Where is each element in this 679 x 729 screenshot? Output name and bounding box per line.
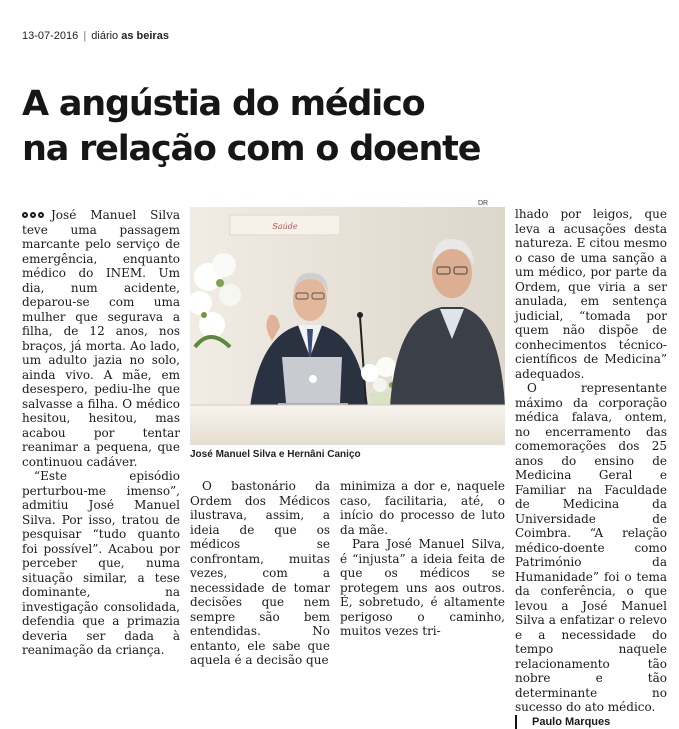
article-photo [190, 207, 505, 445]
article-column-4 [515, 207, 667, 729]
brand-name: as beiras [121, 30, 169, 42]
page-header [22, 30, 169, 42]
headline-line-2: na relação com o doente [22, 127, 662, 172]
paragraph: Para José Manuel Silva, é “injusta” a ideia feita de que os médicos se protegem uns aos outros. É, sobretudo, é altamente perigoso o caminho, muitos vezes tri- [340, 537, 505, 639]
banner-text: Saúde [272, 222, 298, 231]
photo-credit: DR [478, 200, 488, 207]
paragraph: “Este episódio perturbou-me imenso”, admitiu José Manuel Silva. Por isso, tratou de pesquisar “tudo quanto foi possível”. Acabou por perceber que, numa situação similar, a tese dominante, na investigação consolidada, defendia que a primazia deveria ser dada à reanimação da criança. [22, 469, 180, 658]
issue-date: 13-07-2016 [22, 30, 78, 42]
bullet-dots-icon [22, 207, 46, 222]
article-column-3 [340, 479, 505, 639]
photo-caption: José Manuel Silva e Hernâni Caniço [190, 449, 505, 460]
paragraph [22, 207, 180, 469]
headline [22, 82, 662, 172]
paragraph: minimiza a dor e, naquele caso, facilitaria, até, o início do processo de luto da mãe. [340, 479, 505, 537]
paragraph: O representante máximo da corporação médica falava, ontem, no encerramento das comemorações dos 25 anos do ensino de Medicina Geral e Familiar na Faculdade de Medicina da Universidade de Coimbra. “A relação médico-doente como Património da Humanidade” foi o tema da conferência, o que levou a José Manuel Silva a enfatizar o relevo e a necessidade do tempo naquele relacionamento tão nobre e tão determinante no sucesso do ato médico. [515, 381, 667, 715]
author-byline: Paulo Marques [515, 715, 667, 729]
paragraph: O bastonário da Ordem dos Médicos ilustrava, assim, a ideia de que os médicos se confrontam, muitas vezes, com a necessidade de tomar decisões que nem sempre são bem entendidas. No entanto, ele sabe que aquela é a decisão que [190, 479, 330, 668]
paragraph-text: José Manuel Silva teve uma passagem marcante pelo serviço de emergência, enquanto médico do INEM. Um dia, num acidente, deparou-se com uma mulher que segurava a filha, de 12 anos, nos braços, já morta. Ao lado, um adulto jazia no solo, ainda vivo. A mãe, em desespero, pediu-lhe que salvasse a filha. O médico hesitou, hesitou, mas acabou por tentar reanimar a pequena, que continuou cadáver. [22, 208, 180, 469]
header-separator: | [83, 30, 86, 42]
publication-name: diário [91, 30, 118, 42]
laptop-icon [278, 357, 348, 407]
article-column-1 [22, 207, 180, 658]
paragraph: lhado por leigos, que leva a acusações desta natureza. E citou mesmo o caso de uma sanção a um médico, por parte da Ordem, que viria a ser anulada, em sentença judicial, “tomada por quem não dispõe de conhecimentos técnico-científicos de Medicina” adequados. [515, 207, 667, 381]
article-column-2 [190, 479, 330, 668]
headline-line-1: A angústia do médico [22, 82, 662, 127]
